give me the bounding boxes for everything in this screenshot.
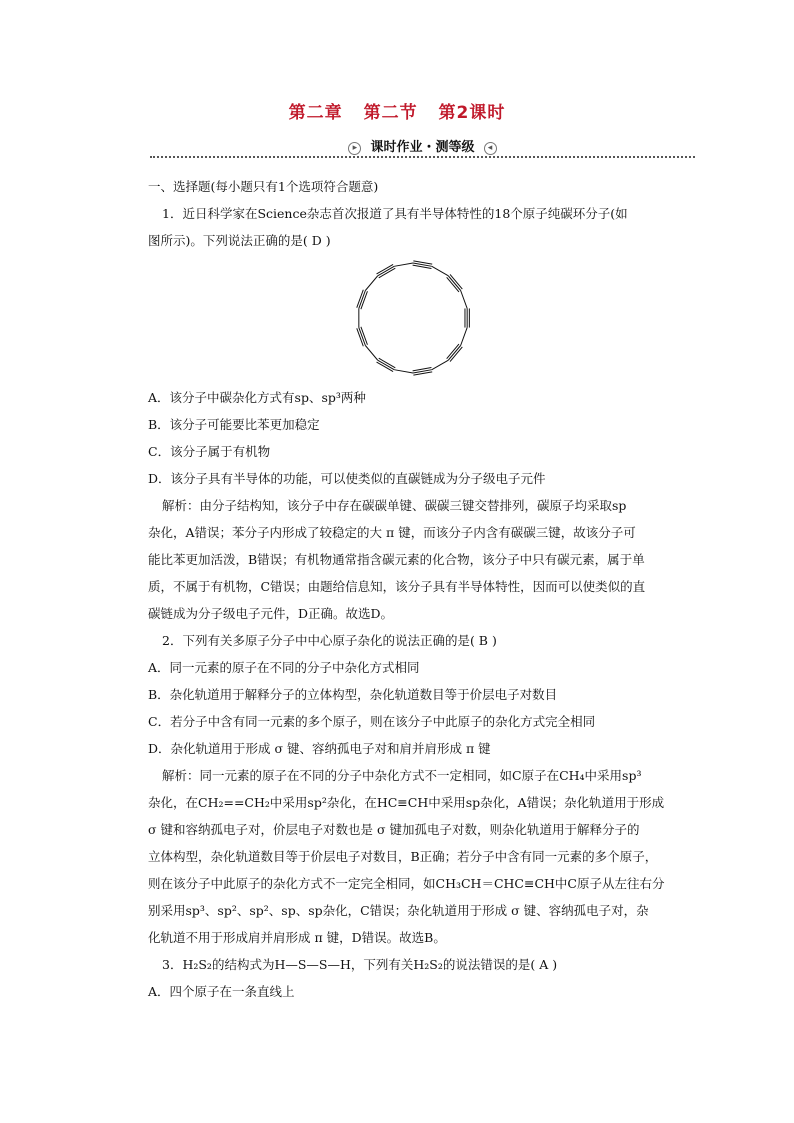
- single-bond-line: [432, 266, 449, 276]
- q2-analysis-line: 解析：同一元素的原子在不同的分子中杂化方式不一定相同，如C原子在CH₄中采用sp³: [162, 768, 642, 783]
- page-title: [0, 98, 794, 123]
- banner-label: 课时作业・测等级: [370, 140, 475, 155]
- triple-bond-line: [377, 264, 394, 274]
- triple-bond-line: [450, 274, 462, 289]
- triple-bond-line: [378, 360, 395, 370]
- section-label: 第二节: [363, 103, 418, 123]
- triple-bond-line: [447, 277, 459, 292]
- single-bond-line: [461, 328, 468, 346]
- triple-bond-line: [447, 344, 459, 359]
- q1-option-d: D．该分子具有半导体的功能，可以使类似的直碳链成为分子级电子元件: [148, 471, 546, 486]
- q2-analysis-line: 化轨道不用于形成肩并肩形成 π 键，D错误。故选B。: [148, 930, 446, 945]
- q1-analysis-line: 质，不属于有机物，C错误；由题给信息知，该分子具有半导体特性，因而可以使类似的直: [148, 579, 646, 594]
- q2-stem: 2．下列有关多原子分子中中心原子杂化的说法正确的是( B ): [162, 633, 497, 648]
- q2-analysis-line: σ 键和容纳孤电子对，价层电子对数也是 σ 键加孤电子对数，则杂化轨道用于解释分子的: [148, 822, 640, 837]
- q2-analysis-line: 则在该分子中此原子的杂化方式不一定完全相同，如CH₃CH＝CHC≡CH中C原子从左往右分: [148, 876, 665, 891]
- triple-bond-line: [378, 266, 395, 276]
- q2-analysis-line: 立体构型，杂化轨道数目等于价层电子对数目，B正确；若分子中含有同一元素的多个原子，: [148, 849, 658, 864]
- q1-analysis-line: 碳链成为分子级电子元件，D正确。故选D。: [148, 606, 394, 621]
- play-right-icon: ▸: [348, 142, 361, 155]
- q3-option-a: A．四个原子在一条直线上: [148, 984, 295, 999]
- q2-option-a: A．同一元素的原子在不同的分子中杂化方式相同: [148, 660, 420, 675]
- single-bond-line: [394, 263, 413, 266]
- molecule-figure: [148, 258, 678, 378]
- q3-stem: 3．H₂S₂的结构式为H—S—S—H，下列有关H₂S₂的说法错误的是( A ): [162, 957, 558, 972]
- q2-option-b: B．杂化轨道用于解释分子的立体构型，杂化轨道数目等于价层电子对数目: [148, 687, 558, 702]
- triple-bond-line: [379, 358, 396, 368]
- q2-option-d: D．杂化轨道用于形成 σ 键、容纳孤电子对和肩并肩形成 π 键: [148, 741, 491, 756]
- single-bond-line: [394, 370, 413, 373]
- chapter-label: 第二章: [288, 103, 343, 123]
- q1-option-a: A．该分子中碳杂化方式有sp、sp³两种: [148, 390, 366, 405]
- q1-analysis-line: 杂化，A错误；苯分子内形成了较稳定的大 π 键，而该分子内含有碳碳三键，故该分子可: [148, 525, 636, 540]
- carbon-ring-diagram: [348, 258, 478, 378]
- homework-banner: [150, 136, 695, 158]
- single-bond-line: [432, 360, 449, 370]
- q1-analysis-line: 解析：由分子结构知，该分子中存在碳碳单键、碳碳三键交替排列，碳原子均采取sp: [162, 498, 627, 513]
- lesson-label: 第2课时: [438, 103, 506, 123]
- question-content: [148, 173, 678, 1005]
- q1-option-c: C．该分子属于有机物: [148, 444, 271, 459]
- single-bond-line: [461, 291, 468, 309]
- triple-bond-line: [377, 362, 394, 372]
- dotted-divider: [150, 156, 695, 158]
- single-bond-line: [365, 346, 377, 361]
- single-bond-line: [365, 276, 377, 291]
- q2-analysis-line: 别采用sp³、sp²、sp²、sp、sp杂化，C错误；杂化轨道用于形成 σ 键、容纳孤电子对，杂: [148, 903, 649, 918]
- q1-option-b: B．该分子可能要比苯更加稳定: [148, 417, 320, 432]
- q1-stem-line1: 1．近日科学家在Science杂志首次报道了具有半导体特性的18个原子纯碳环分子(如: [162, 206, 628, 221]
- play-left-icon: ◂: [484, 142, 497, 155]
- q2-option-c: C．若分子中含有同一元素的多个原子，则在该分子中此原子的杂化方式完全相同: [148, 714, 596, 729]
- triple-bond-line: [450, 347, 462, 362]
- q1-analysis-line: 能比苯更加活泼，B错误；有机物通常指含碳元素的化合物，该分子中只有碳元素，属于单: [148, 552, 645, 567]
- triple-bond-line: [379, 268, 396, 278]
- triple-bond-line: [448, 276, 460, 291]
- q1-stem-line2: 图所示)。下列说法正确的是( D ): [148, 233, 331, 248]
- section-heading: 一、选择题(每小题只有1个选项符合题意): [148, 179, 379, 194]
- triple-bond-line: [448, 346, 460, 361]
- q2-analysis-line: 杂化，在CH₂==CH₂中采用sp²杂化，在HC≡CH中采用sp杂化，A错误；杂化轨道用于形成: [148, 795, 665, 810]
